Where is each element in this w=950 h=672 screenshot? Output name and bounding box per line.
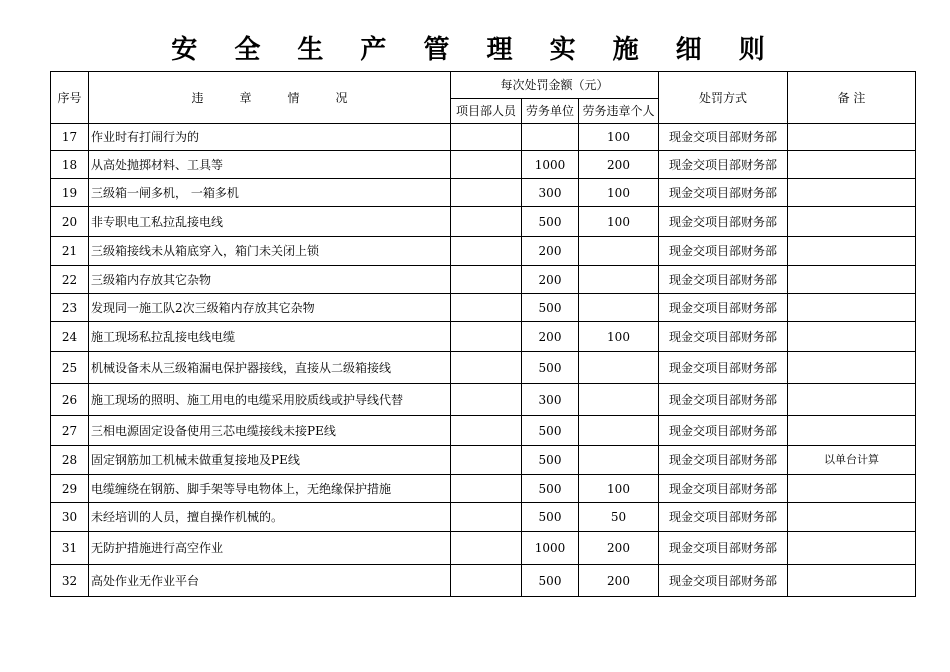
row-seq: 30 <box>51 503 89 532</box>
row-seq: 23 <box>51 294 89 322</box>
row-remark <box>788 384 916 416</box>
table-row <box>51 237 916 266</box>
header-labor-unit: 劳务单位 <box>522 99 579 124</box>
row-remark <box>788 416 916 446</box>
row-labor-unit: 300 <box>522 384 579 416</box>
row-labor-individual <box>579 294 659 322</box>
row-labor-individual <box>579 416 659 446</box>
row-project-staff <box>451 294 522 322</box>
penalty-table <box>50 71 916 597</box>
header-row <box>51 72 916 99</box>
row-method: 现金交项目部财务部 <box>659 266 788 294</box>
row-labor-individual: 100 <box>579 124 659 151</box>
row-violation: 作业时有打闹行为的 <box>89 124 451 151</box>
row-violation: 高处作业无作业平台 <box>89 565 451 597</box>
row-labor-individual: 100 <box>579 475 659 503</box>
row-violation: 三相电源固定设备使用三芯电缆接线未接PE线 <box>89 416 451 446</box>
row-labor-unit: 500 <box>522 416 579 446</box>
row-project-staff <box>451 565 522 597</box>
row-seq: 20 <box>51 207 89 237</box>
row-remark <box>788 565 916 597</box>
row-seq: 29 <box>51 475 89 503</box>
table-row <box>51 322 916 352</box>
row-method: 现金交项目部财务部 <box>659 416 788 446</box>
row-violation: 从高处抛掷材料、工具等 <box>89 151 451 179</box>
row-project-staff <box>451 384 522 416</box>
row-project-staff <box>451 207 522 237</box>
row-method: 现金交项目部财务部 <box>659 179 788 207</box>
row-method: 现金交项目部财务部 <box>659 352 788 384</box>
row-violation: 无防护措施进行高空作业 <box>89 532 451 565</box>
row-labor-individual: 200 <box>579 532 659 565</box>
row-violation: 三级箱内存放其它杂物 <box>89 266 451 294</box>
table-row <box>51 179 916 207</box>
row-remark <box>788 266 916 294</box>
table-row <box>51 475 916 503</box>
row-labor-individual <box>579 384 659 416</box>
row-method: 现金交项目部财务部 <box>659 294 788 322</box>
row-remark <box>788 503 916 532</box>
row-labor-unit: 500 <box>522 503 579 532</box>
row-method: 现金交项目部财务部 <box>659 446 788 475</box>
row-labor-unit: 200 <box>522 237 579 266</box>
row-seq: 32 <box>51 565 89 597</box>
table-row <box>51 294 916 322</box>
header-method: 处罚方式 <box>659 72 788 124</box>
table-row <box>51 266 916 294</box>
row-labor-individual: 100 <box>579 322 659 352</box>
row-seq: 26 <box>51 384 89 416</box>
row-remark <box>788 207 916 237</box>
row-remark: 以单台计算 <box>788 446 916 475</box>
row-labor-unit: 500 <box>522 475 579 503</box>
row-seq: 28 <box>51 446 89 475</box>
row-project-staff <box>451 322 522 352</box>
row-project-staff <box>451 266 522 294</box>
row-seq: 31 <box>51 532 89 565</box>
row-remark <box>788 294 916 322</box>
row-violation: 施工现场私拉乱接电线电缆 <box>89 322 451 352</box>
row-remark <box>788 151 916 179</box>
row-labor-unit: 500 <box>522 294 579 322</box>
row-project-staff <box>451 475 522 503</box>
row-violation: 三级箱一闸多机， 一箱多机 <box>89 179 451 207</box>
row-remark <box>788 237 916 266</box>
row-method: 现金交项目部财务部 <box>659 124 788 151</box>
row-violation: 机械设备未从三级箱漏电保护器接线，直接从二级箱接线 <box>89 352 451 384</box>
row-violation: 发现同一施工队2次三级箱内存放其它杂物 <box>89 294 451 322</box>
row-labor-individual <box>579 446 659 475</box>
row-method: 现金交项目部财务部 <box>659 565 788 597</box>
header-labor-individual: 劳务违章个人 <box>579 99 659 124</box>
row-seq: 21 <box>51 237 89 266</box>
row-labor-individual <box>579 266 659 294</box>
table-row <box>51 352 916 384</box>
row-violation: 未经培训的人员，擅自操作机械的。 <box>89 503 451 532</box>
row-labor-individual: 200 <box>579 151 659 179</box>
row-project-staff <box>451 151 522 179</box>
page-title: 安 全 生 产 管 理 实 施 细 则 <box>171 35 779 65</box>
row-project-staff <box>451 237 522 266</box>
header-project-staff: 项目部人员 <box>451 99 522 124</box>
row-seq: 17 <box>51 124 89 151</box>
row-labor-individual: 100 <box>579 207 659 237</box>
row-violation: 电缆缠绕在钢筋、脚手架等导电物体上，无绝缘保护措施 <box>89 475 451 503</box>
row-seq: 22 <box>51 266 89 294</box>
table-row <box>51 151 916 179</box>
row-project-staff <box>451 352 522 384</box>
row-labor-individual <box>579 352 659 384</box>
header-violation: 违章情况 <box>89 72 451 124</box>
row-project-staff <box>451 179 522 207</box>
row-method: 现金交项目部财务部 <box>659 503 788 532</box>
row-remark <box>788 124 916 151</box>
table-row <box>51 416 916 446</box>
row-method: 现金交项目部财务部 <box>659 151 788 179</box>
row-labor-individual: 50 <box>579 503 659 532</box>
row-labor-unit <box>522 124 579 151</box>
row-remark <box>788 179 916 207</box>
row-project-staff <box>451 503 522 532</box>
row-violation: 三级箱接线未从箱底穿入，箱门未关闭上锁 <box>89 237 451 266</box>
row-method: 现金交项目部财务部 <box>659 475 788 503</box>
row-labor-unit: 500 <box>522 352 579 384</box>
table-row <box>51 565 916 597</box>
header-seq: 序号 <box>51 72 89 124</box>
row-remark <box>788 475 916 503</box>
row-remark <box>788 352 916 384</box>
row-seq: 25 <box>51 352 89 384</box>
row-project-staff <box>451 124 522 151</box>
row-project-staff <box>451 416 522 446</box>
row-method: 现金交项目部财务部 <box>659 207 788 237</box>
table-row <box>51 532 916 565</box>
table-row <box>51 446 916 475</box>
row-violation: 固定钢筋加工机械未做重复接地及PE线 <box>89 446 451 475</box>
row-seq: 18 <box>51 151 89 179</box>
row-method: 现金交项目部财务部 <box>659 322 788 352</box>
row-labor-unit: 1000 <box>522 532 579 565</box>
row-method: 现金交项目部财务部 <box>659 384 788 416</box>
row-remark <box>788 532 916 565</box>
row-violation: 施工现场的照明、施工用电的电缆采用胶质线或护导线代替 <box>89 384 451 416</box>
row-labor-unit: 500 <box>522 565 579 597</box>
table-row <box>51 207 916 237</box>
row-labor-unit: 200 <box>522 322 579 352</box>
row-violation: 非专职电工私拉乱接电线 <box>89 207 451 237</box>
table-row <box>51 124 916 151</box>
row-project-staff <box>451 532 522 565</box>
row-seq: 27 <box>51 416 89 446</box>
row-project-staff <box>451 446 522 475</box>
header-remark: 备 注 <box>788 72 916 124</box>
row-labor-unit: 1000 <box>522 151 579 179</box>
row-labor-unit: 500 <box>522 207 579 237</box>
row-labor-individual: 100 <box>579 179 659 207</box>
row-seq: 24 <box>51 322 89 352</box>
row-seq: 19 <box>51 179 89 207</box>
row-method: 现金交项目部财务部 <box>659 532 788 565</box>
row-labor-unit: 200 <box>522 266 579 294</box>
row-labor-unit: 500 <box>522 446 579 475</box>
row-remark <box>788 322 916 352</box>
row-labor-individual: 200 <box>579 565 659 597</box>
table-row <box>51 384 916 416</box>
table-row <box>51 503 916 532</box>
row-labor-unit: 300 <box>522 179 579 207</box>
header-penalty-group: 每次处罚金额（元） <box>451 72 659 99</box>
row-method: 现金交项目部财务部 <box>659 237 788 266</box>
row-labor-individual <box>579 237 659 266</box>
